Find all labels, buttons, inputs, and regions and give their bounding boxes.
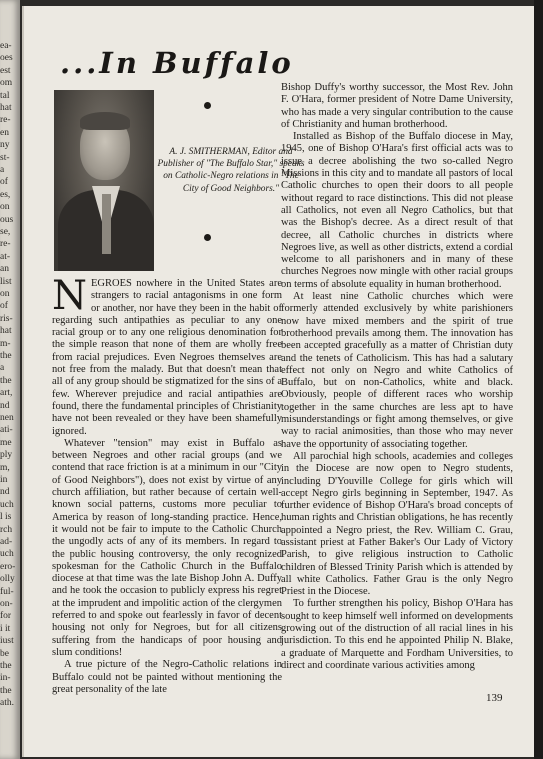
facing-page-fragment: ful- xyxy=(0,587,14,597)
facing-page-fragment: ous xyxy=(0,215,14,225)
facing-page-fragment: ris- xyxy=(0,314,13,324)
page-number: 139 xyxy=(486,692,503,704)
facing-page-fragment: rch xyxy=(0,525,13,535)
left-paragraph-1: NEGROES nowhere in the United States are strangers to racial antagonisms in one form or another, nor have they been in the habit of regarding such antipathies as peculiar to any one racial group or to any one religious denomination for the simple reason that none of them are wholly free from racial prejudices. Even Negroes themselves are not free from the malady. But that doesn't mean that all of any group should be stigmatized for the sins of a few. Wherever prejudice and racial antipathies are found, there the fundamental principles of Christianity have not been revealed or they have been shamefully ignored. xyxy=(52,273,282,437)
facing-page-fragment: the xyxy=(0,686,12,696)
magazine-page xyxy=(22,6,536,757)
facing-page-fragment: oes xyxy=(0,53,13,63)
facing-page-fragment: on xyxy=(0,202,10,212)
facing-page-fragment: in xyxy=(0,475,8,485)
facing-page-fragment: m, xyxy=(0,463,10,473)
facing-page-fragment: tal xyxy=(0,91,10,101)
facing-page-fragment: es, xyxy=(0,190,11,200)
facing-page-fragment: uch xyxy=(0,500,14,510)
facing-page-fragment: ath. xyxy=(0,698,14,708)
facing-page-fragment: ea- xyxy=(0,41,12,51)
facing-page-fragment: the xyxy=(0,661,12,671)
left-paragraph-3: A true picture of the Negro-Catholic relations in Buffalo could not be painted without mentioning the great personality of the late xyxy=(52,659,282,695)
facing-page-fragment: a xyxy=(0,363,5,373)
facing-page-fragment: on xyxy=(0,289,10,299)
facing-page-fragment: est xyxy=(0,66,11,76)
facing-page-fragment: be xyxy=(0,649,9,659)
facing-page-fragment: of xyxy=(0,177,8,187)
facing-page-fragment: in- xyxy=(0,673,11,683)
left-paragraph-2: Whatever "tension" may exist in Buffalo as between Negroes and other racial groups (and we contend that race friction is at a minimum in our "City of Good Neighbors"), does not exist by virtue of any church affiliation, but rather because of certain well-known social patterns, customs more peculiar to America by reason of long-standing practice. Hence, it would not be fair to impute to the Catholic Church the ungodly acts of any of its members. In regard to the public housing controversy, the only recognized spokesman for the Catholic Church in the Buffalo diocese at that time was the late Bishop John A. Duffy and he took the occasion to publicly express his regret at the imprudent and impolitic action of the clergymen referred to and spoke out fearlessly in favor of decent housing not only for Negroes, but for all citizens suffering from the handicaps of poor housing and slum conditions! xyxy=(52,437,282,658)
drop-cap: N xyxy=(52,273,87,319)
facing-page-fragment: re- xyxy=(0,115,11,125)
facing-page-fragment: on- xyxy=(0,599,13,609)
right-column xyxy=(281,82,513,672)
facing-page-fragment: the xyxy=(0,376,12,386)
facing-page-edge xyxy=(0,0,20,759)
facing-page-fragment: olly xyxy=(0,574,15,584)
author-photo xyxy=(54,90,154,271)
right-paragraph-1: Bishop Duffy's worthy successor, the Most Rev. John F. O'Hara, former president of Notre Dame University, who has made a very singular contribution to the cause of Christianity and human brotherhood. xyxy=(281,82,513,130)
facing-page-fragment: hat xyxy=(0,103,12,113)
facing-page-fragment: list xyxy=(0,277,12,287)
article-title: ...In Buffalo xyxy=(60,46,294,80)
facing-page-fragment: iust xyxy=(0,636,14,646)
facing-page-fragment: for xyxy=(0,611,12,621)
ornament-dot-bottom xyxy=(204,234,211,241)
right-paragraph-2: Installed as Bishop of the Buffalo diocese in May, 1945, one of Bishop O'Hara's first official acts was to issue a decree abolishing the two so-called Negro Missions in this city and to mandate all pastors of local Catholic churches to open their doors to all people without regard to race distinctions. This did not please all Catholics, not even all Negro Catholics, but that was the Bishop's decree. As a direct result of that decree, all Catholic churches in districts where Negroes live, as well as other districts, extend a cordial welcome to all parishoners and in many of these churches Negroes now mingle with other racial groups on terms of absolute equality in human brotherhood. xyxy=(281,131,513,290)
facing-page-fragment: the xyxy=(0,351,12,361)
facing-page-fragment: i it xyxy=(0,624,11,634)
facing-page-fragment: ati- xyxy=(0,425,13,435)
right-paragraph-4: All parochial high schools, academies and colleges in the Diocese are now open to Negro students, including D'Youville College for girls which will accept Negro girls beginning in September, 1947. As further evidence of Bishop O'Hara's broad concepts of human rights and Christian obligations, he has recently appointed a Negro priest, the Rev. William C. Grau, assistant priest at Father Baker's Our Lady of Victory Parish, to give religious instruction to Catholic children of Blessed Trinity Parish which is attended by all white Catholics. Father Grau is the only Negro Priest in the Diocese. xyxy=(281,450,513,598)
facing-page-fragment: re- xyxy=(0,239,11,249)
right-paragraph-5: To further strengthen his policy, Bishop O'Hara has sought to keep himself well informed on developments growing out of the distruction of all racial lines in his jurisdiction. To this end he appointed Philip N. Blake, a graduate of Marquette and Fordham Universities, to direct and coordinate various activities among xyxy=(281,598,513,671)
facing-page-fragment: a xyxy=(0,165,5,175)
facing-page-fragment: me xyxy=(0,438,12,448)
facing-page-fragment: an xyxy=(0,264,9,274)
facing-page-fragment: nen xyxy=(0,413,14,423)
facing-page-fragment: ad- xyxy=(0,537,13,547)
facing-page-fragment: en xyxy=(0,128,9,138)
facing-page-fragment: ply xyxy=(0,450,13,460)
right-paragraph-3: At least nine Catholic churches which were formerly attended exclusively by white parishioners now have mixed members and the spirit of true brotherhood prevails among them. The innovation has been accepted gracefully as a matter of Christian duty and the tenets of Catholicism. This has had a salutary effect not only on Negro and white Catholics of Buffalo, but on non-Catholics, white and black. Obviously, people of different races who worship together in the same churches are less apt to have misunderstandings or fight among themselves, or give way to racial animosities, than those who may never have the opportunity of associating together. xyxy=(281,291,513,450)
facing-page-fragment: m- xyxy=(0,339,11,349)
facing-page-fragment: uch xyxy=(0,549,14,559)
facing-page-fragment: om xyxy=(0,78,13,88)
facing-page-fragment: ero- xyxy=(0,562,16,572)
facing-page-fragment: at- xyxy=(0,252,11,262)
photo-caption: A. J. SMITHERMAN, Editor and Publisher of "The Buffalo Star," speaks on Catholic-Negro relations in "The City of Good Neighbors." xyxy=(157,147,305,194)
facing-page-fragment: l is xyxy=(0,512,12,522)
facing-page-fragment: nd xyxy=(0,487,10,497)
ornament-dot-top xyxy=(204,102,211,109)
facing-page-fragment: of xyxy=(0,301,8,311)
facing-page-fragment: st- xyxy=(0,153,10,163)
binding-shadow xyxy=(534,0,543,759)
facing-page-fragment: art, xyxy=(0,388,13,398)
facing-page-fragment: se, xyxy=(0,227,11,237)
facing-page-fragment: ny xyxy=(0,140,10,150)
facing-page-fragment: nd xyxy=(0,401,10,411)
facing-page-fragment: hat xyxy=(0,326,12,336)
left-column xyxy=(52,273,282,696)
